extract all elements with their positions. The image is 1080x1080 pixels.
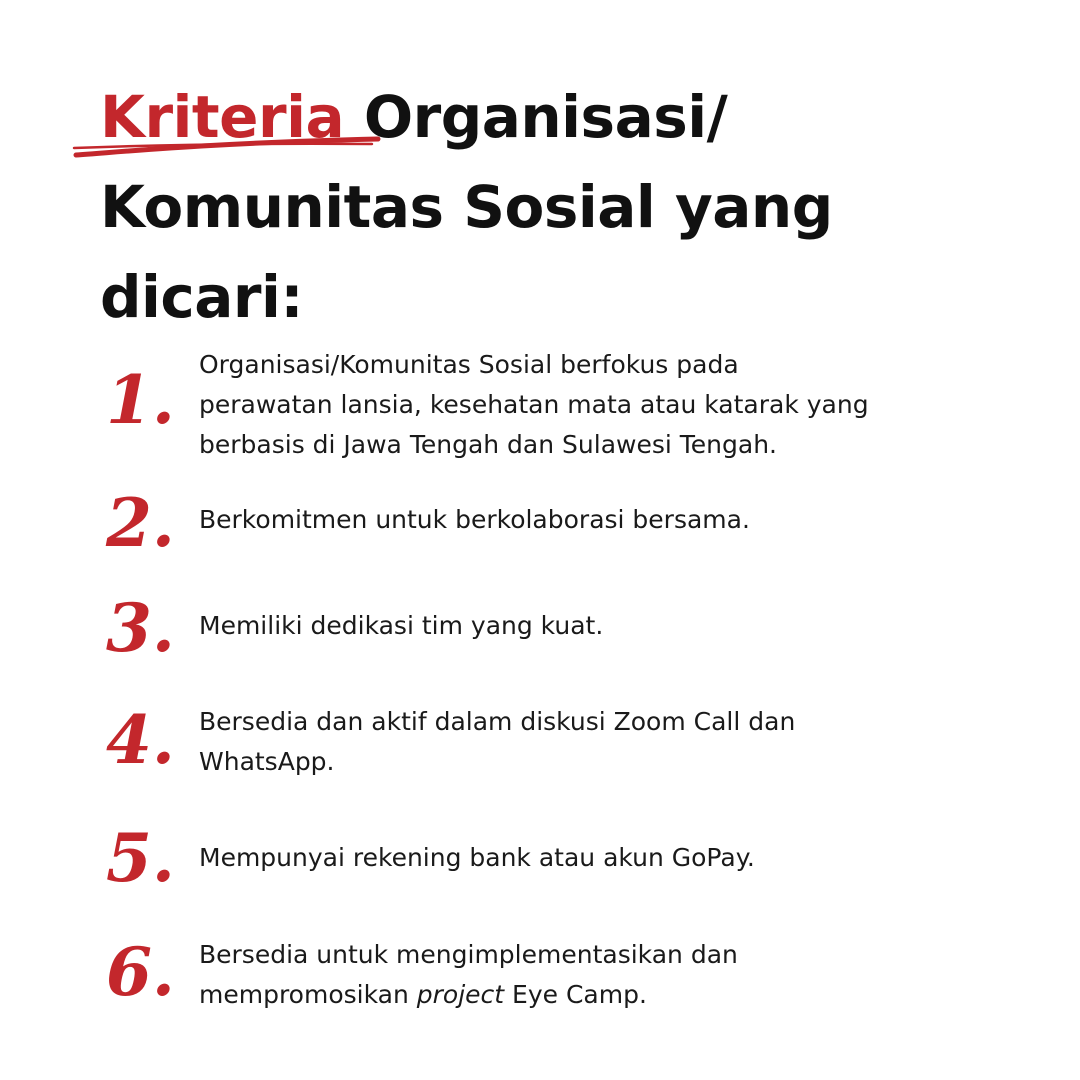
criteria-text-line	[199, 975, 979, 1015]
criteria-number: 2.	[106, 484, 175, 562]
criteria-number: 1.	[106, 361, 175, 439]
page-title	[100, 72, 1000, 342]
criteria-number: 4.	[106, 701, 175, 779]
criteria-text-segment: mempromosikan	[199, 980, 417, 1009]
criteria-text-line: Memiliki dedikasi tim yang kuat.	[199, 611, 604, 640]
criteria-text-italic: project	[416, 980, 505, 1009]
criteria-text-line: Berkomitmen untuk berkolaborasi bersama.	[199, 505, 750, 534]
criteria-text-line: WhatsApp.	[199, 747, 335, 776]
criteria-text-line: Bersedia untuk mengimplementasikan dan	[199, 940, 738, 969]
criteria-text	[199, 345, 979, 465]
criteria-number: 5.	[106, 819, 175, 897]
criteria-text-line: berbasis di Jawa Tengah dan Sulawesi Tengah.	[199, 430, 777, 459]
criteria-text-line: perawatan lansia, kesehatan mata atau katarak yang	[199, 390, 869, 419]
criteria-text-line: Bersedia dan aktif dalam diskusi Zoom Call dan	[199, 707, 796, 736]
criteria-text-segment: Eye Camp.	[504, 980, 647, 1009]
criteria-text	[199, 702, 979, 782]
criteria-text-line: Organisasi/Komunitas Sosial berfokus pada	[199, 350, 739, 379]
title-line-3: dicari:	[100, 263, 304, 331]
criteria-text	[199, 838, 979, 878]
title-accent-word: Kriteria	[100, 83, 345, 151]
criteria-text	[199, 606, 979, 646]
criteria-text	[199, 935, 979, 1015]
criteria-text-line: Mempunyai rekening bank atau akun GoPay.	[199, 843, 755, 872]
criteria-text	[199, 500, 979, 540]
title-line-2: Komunitas Sosial yang	[100, 173, 833, 241]
criteria-number: 6.	[106, 933, 175, 1011]
criteria-number: 3.	[106, 589, 175, 667]
brush-underline-icon	[72, 131, 382, 161]
title-line-1-rest: Organisasi/	[344, 83, 728, 151]
